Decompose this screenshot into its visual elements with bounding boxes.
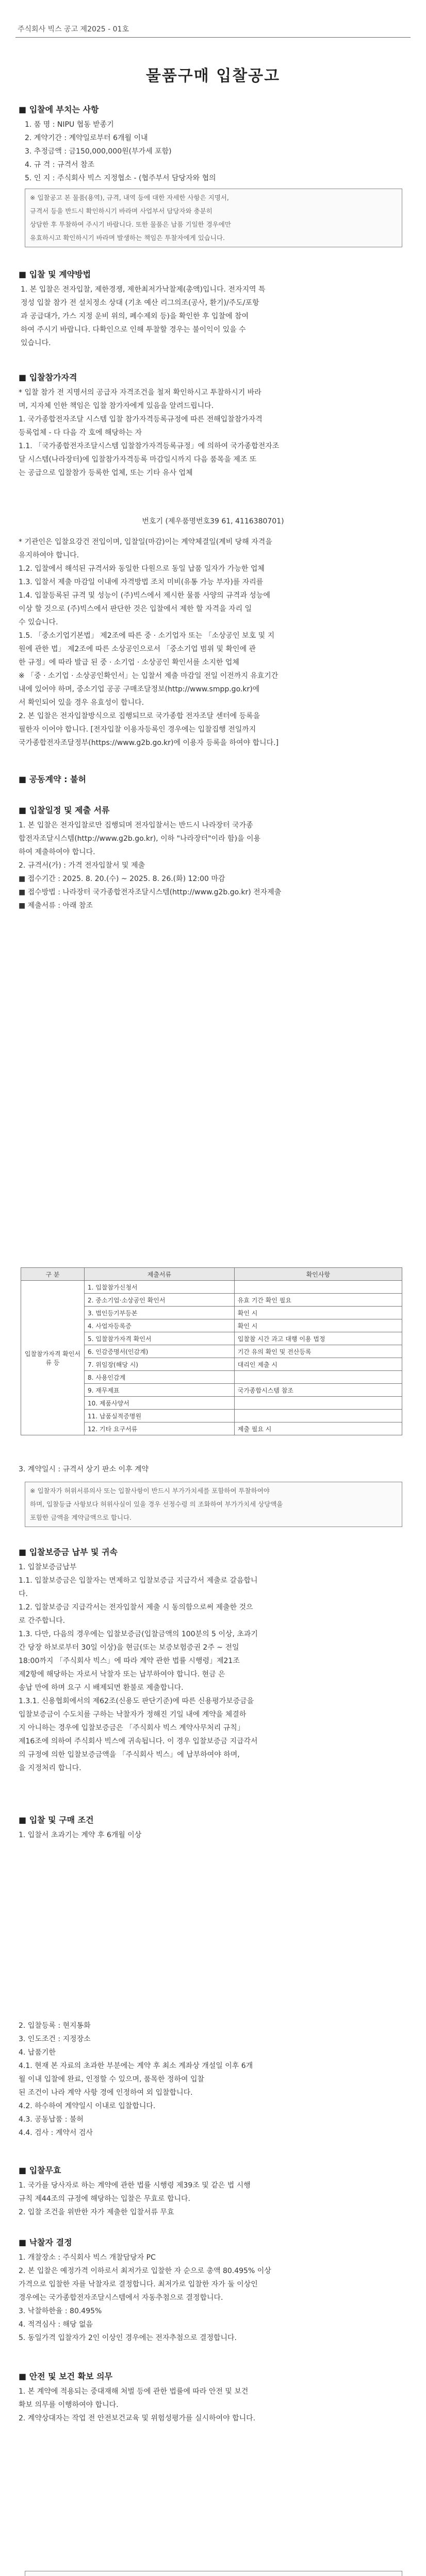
body-line: 수 있습니다. — [19, 618, 58, 626]
body-line: 4.2. 하수하여 계약일시 이내로 입찰합니다. — [19, 2102, 156, 2110]
section-heading-joint-contract: ■ 공동계약 : 불허 — [19, 774, 86, 784]
table-cell: 국가종합시스템 참조 — [234, 1384, 402, 1397]
body-line: 1. 개찰장소 : 주식회사 빅스 개찰담당자 PC — [19, 2253, 156, 2262]
table-cell: 입찰참 시간 과고 대행 이용 법정 — [234, 1332, 402, 1345]
table-cell: 1. 입찰참가신청서 — [85, 1281, 235, 1294]
body-line: 18:00까지 「주식회사 빅스」에 따라 계약 관한 법률 시행령」제21조 — [19, 1657, 240, 1665]
body-line: 2. 규격서(가) : 가격 전자입찰서 및 제출 — [19, 861, 145, 870]
body-line: 4. 납품기한 — [19, 2048, 56, 2057]
body-line: 과 공급대가, 가스 지정 운비 위의, 폐수제외 등)을 확인한 후 입찰에 참여 — [21, 312, 249, 320]
body-line: 1.1. 「국가종합전자조달시스템 입찰참가자격등록규정」에 의하여 국가종합전자조 — [19, 442, 280, 450]
table-header: 확인사항 — [234, 1268, 402, 1281]
table-cell: 기간 유의 확인 및 전산등록 — [234, 1345, 402, 1358]
table-cell: 6. 인감증명서(인감계) — [85, 1345, 235, 1358]
body-line: 등록업체 - 다 다음 각 호에 해당하는 자 — [19, 429, 142, 437]
section-heading-deposit: ■ 입찰보증금 납부 및 귀속 — [19, 1547, 118, 1557]
bid-item-row: 2. 계약기간 : 계약일로부터 6개월 이내 — [25, 134, 148, 142]
page-title: 물품구매 입찰공고 — [145, 67, 281, 85]
section-heading-invalid-bids: ■ 입찰무효 — [19, 2165, 61, 2175]
table-cell: 5. 입찰참가자격 확인서 — [85, 1332, 235, 1345]
body-line: 의 규정에 의한 입찰보증금액을 「주식회사 빅스」에 납부하여야 하며, — [19, 1751, 240, 1759]
body-line: 2. 계약상대자는 작업 전 안전보건교육 및 위험성평가를 실시하여야 합니다. — [19, 2414, 256, 2422]
notice-line: 하며, 입찰등급 사항보다 허위사실이 있을 경우 선정수령 의 조화하여 부가가치세 상당액을 — [30, 1500, 283, 1508]
body-line: 5. 동일가격 입찰자가 2인 이상인 경우에는 전자추첨으로 결정합니다. — [19, 2334, 237, 2342]
body-line: 1.3.1. 신용협회에서의 제62조(신용도 판단기준)에 따른 신용평가보증금을 — [19, 1697, 254, 1705]
body-line: 하여 제출하여야 합니다. — [19, 848, 95, 856]
body-line: 원에 관한 법」 제2조에 따른 소상공인으로서 「중소기업 범위 및 확인에 관 — [19, 645, 256, 653]
body-line: 4. 적격심사 : 해당 없음 — [19, 2320, 93, 2329]
body-line: 1. 본 입찰은 전자입찰, 제한경쟁, 제한최저가낙찰제(총액)입니다. 전자지역 특 — [21, 285, 266, 294]
body-line: 1.2. 입찰에서 해석된 규격서와 동일한 다원으로 동일 납품 일자가 가능한 업체 — [19, 565, 265, 573]
table-cell: 4. 사업자등록증 — [85, 1319, 235, 1332]
notice-line: ※ 입찰자가 허위서류의사 또는 입찰사항이 반드시 부가가치세를 포함하여 투찰하여야 — [30, 1487, 270, 1495]
body-line: 이상 할 것으로 (주)빅스에서 판단한 것은 입찰에서 제한 할 자격을 자리 일 — [19, 605, 252, 613]
body-line: 1.3. 다만, 다음의 경우에는 입찰보증금(입찰금액의 100분의 5 이상, 초과기 — [19, 1630, 258, 1638]
document-number: 주식회사 빅스 공고 제2025 - 01호 — [18, 25, 129, 33]
bid-item-row: 4. 규 격 : 규격서 참조 — [25, 161, 94, 169]
table-header: 제출서류 — [85, 1268, 235, 1281]
body-line: 다. — [19, 1590, 28, 1598]
body-line: 는 공급으로 입찰참가 등록한 업체, 또는 기타 유사 업체 — [19, 469, 193, 477]
section-heading-bid-items: ■ 입찰에 부치는 사항 — [19, 105, 99, 114]
table-row — [21, 1281, 402, 1294]
bid-item-row: 3. 추정금액 : 금150,000,000원(부가세 포함) — [25, 147, 172, 156]
body-line: 정성 입찰 참가 전 설치정소 상대 (기초 예산 리그의조(공사, 환기)/주도/포항 — [21, 299, 259, 307]
body-line: ■ 접수방법 : 나라장터 국가종합전자조달시스템(http://www.g2b.go.kr) 전자제출 — [19, 888, 282, 896]
body-line: 며, 지자체 인한 책임은 입찰 참가자에게 있음을 알려드립니다. — [19, 402, 214, 410]
table-cell: 대리인 제출 시 — [234, 1358, 402, 1371]
notice-line: 규격서 등을 반드시 확인하시기 바라며 사업부서 담당자와 충분히 — [30, 207, 212, 215]
body-line: 3. 낙찰하한율 : 80.495% — [19, 2307, 102, 2315]
body-line: 1. 본 계약에 적용되는 중대재해 처벌 등에 관한 법률에 따라 안전 및 보건 — [19, 2387, 249, 2396]
table-group-label: 입찰참가자격 확인서류 등 — [21, 1281, 85, 1435]
table-cell: 확인 시 — [234, 1319, 402, 1332]
body-line: 4.4. 검사 : 계약서 검사 — [19, 2129, 93, 2137]
body-line: 1. 국가종합전자조달 시스템 입찰 참가자격등록규정에 따른 전해입찰참가자격 — [19, 415, 263, 423]
table-cell — [234, 1410, 402, 1422]
body-line: 4.3. 공동납품 : 불허 — [19, 2115, 84, 2124]
section-heading-eligibility: ■ 입찰참가자격 — [19, 372, 77, 382]
body-line: 한 규정」에 따라 발급 된 중 · 소기업 · 소상공인 확인서를 소지한 업체 — [19, 658, 239, 667]
table-cell: 9. 재무제표 — [85, 1384, 235, 1397]
body-line: 을 지정처리 합니다. — [19, 1764, 81, 1772]
body-line: ■ 접수기간 : 2025. 8. 20.(수) ~ 2025. 8. 26.(화) 12:00 마감 — [19, 875, 225, 883]
body-line: 제2항에 해당하는 자로서 낙찰자 또는 납부하여야 합니다. 현금 은 — [19, 1670, 225, 1679]
body-line: 경우에는 국가종합전자조달시스템에서 자동추첨으로 결정합니다. — [19, 2294, 223, 2302]
body-line: 된 조건이 나라 계약 사항 경에 인정하여 외 입찰합니다. — [19, 2089, 193, 2097]
table-cell — [234, 1397, 402, 1410]
table-cell — [234, 1371, 402, 1384]
body-line: 간 당장 하보로부터 30일 이상)을 현금(또는 보증보험증권 2주 ~ 전일 — [19, 1643, 239, 1652]
product-code-line: 번호기 (제우품명번호39 61, 4116380701) — [142, 517, 284, 526]
body-line: 있습니다. — [21, 339, 51, 347]
safety-duties-box — [25, 2571, 402, 2576]
body-line: 2. 본 입찰은 예정가격 이하로서 최저가로 입찰한 자 순으로 총액 80.495% 이상 — [19, 2267, 271, 2275]
table-header-row — [21, 1268, 402, 1281]
body-line: 유지하여야 합니다. — [19, 551, 79, 560]
table-cell: 8. 사용인감계 — [85, 1371, 235, 1384]
section-heading-schedule: ■ 입찰일정 및 제출 서류 — [19, 805, 110, 815]
body-line: 로 간주합니다. — [19, 1617, 65, 1625]
body-line: 1. 본 입찰은 전자입찰로만 집행되며 전자입찰서는 반드시 나라장터 국가종 — [19, 821, 253, 829]
table-cell: 3. 법인등기부등본 — [85, 1307, 235, 1319]
bid-item-row: 5. 인 지 : 주식회사 빅스 지정협소 - (협주부서 담당자와 협의 — [25, 174, 216, 182]
body-line: 국가종합전자조달정부(https://www.g2b.go.kr)에 이용자 등록을 하여야 합니다.] — [19, 739, 279, 747]
notice-line: 상담한 후 투찰하여 주시기 바랍니다. 또한 물품은 납품 기일한 경우에만 — [30, 221, 231, 228]
notice-line: 유효하시고 확인하시기 바라며 발생하는 책임은 투찰자에게 있습니다. — [30, 234, 225, 242]
body-line: 3. 계약일시 : 규격서 상기 판소 이후 계약 — [19, 1465, 149, 1473]
table-cell: 11. 납품실적증명원 — [85, 1410, 235, 1422]
header-divider — [15, 37, 411, 38]
body-line: 입찰보증금이 수도치를 구하는 낙찰자가 정해진 기일 내에 계약을 체결하 — [19, 1710, 247, 1719]
body-line: 4.1. 현재 본 자료의 초과한 부분에는 계약 후 최소 계좌상 개설일 이후 6개 — [19, 2062, 253, 2070]
body-line: 서 확인되어 있을 경우 유효성이 합니다. — [19, 699, 144, 707]
body-line: 달 시스템(나라장터)에 입찰참가자격등록 마감일시까지 다음 품목을 제조 또 — [19, 455, 257, 464]
body-line: 지 아니하는 경우에 입찰보증금은 「주식회사 빅스 계약사무처리 규칙」 — [19, 1724, 244, 1732]
body-line: 1. 입찰서 초과기는 계약 후 6개월 이상 — [19, 1831, 142, 1839]
body-line: 1.5. 「중소기업기본법」 제2조에 따른 중 · 소기업자 또는 「소상공인 보호 및 지 — [19, 632, 275, 640]
table-cell: 2. 중소기업·소상공인 확인서 — [85, 1294, 235, 1307]
section-heading-bid-method: ■ 입찰 및 계약방법 — [19, 269, 91, 279]
body-line: 가격으로 입찰한 자를 낙찰자로 결정합니다. 최저가로 입찰한 자가 둘 이상인 — [19, 2280, 258, 2289]
table-cell: 제출 필요 시 — [234, 1422, 402, 1435]
body-line: ■ 제출서류 : 아래 참조 — [19, 902, 93, 910]
body-line: 월 이내 입찰에 완료, 인정할 수 있으며, 품목한 정하여 입찰 — [19, 2075, 205, 2083]
table-cell: 12. 기타 요구서류 — [85, 1422, 235, 1435]
body-line: 합전자조달시스템(http://www.g2b.go.kr), 이하 "나라장터"이라 함)을 이용 — [19, 835, 261, 843]
body-line: 1. 입찰보증금납부 — [19, 1563, 77, 1571]
section-heading-safety: ■ 안전 및 보건 확보 의무 — [19, 2371, 113, 2381]
body-line: 하여 주시기 바랍니다. 다확인으로 인해 투찰할 경우는 불이익이 있을 수 — [21, 326, 246, 334]
body-line: 3. 인도조건 : 지정장소 — [19, 2035, 91, 2043]
notice-line: ※ 입찰공고 본 물품(용역), 규격, 내역 등에 대한 자세한 사항은 지명서, — [30, 194, 229, 201]
body-line: 송납 만에 하며 요구 시 배제되면 환불로 제출합니다. — [19, 1684, 184, 1692]
body-line: 필한자 이어야 합니다. [전자입찰 이용자등록인 경우에는 입찰집행 전일까지 — [19, 725, 256, 734]
body-line: 1.3. 입찰서 제출 마감일 이내에 자격방법 조치 미비(유통 가능 부자)를 자리를 — [19, 578, 264, 586]
body-line: * 기관인은 입찰요강건 전입이며, 입찰일(마감)이는 계약체결일(계비 당해 자격을 — [19, 538, 272, 546]
body-line: 1.2. 입찰보증금 지급각서는 전자입찰서 제출 시 동의함으로써 제출한 것으 — [19, 1603, 253, 1612]
table-cell: 10. 제품사양서 — [85, 1397, 235, 1410]
table-cell: 유효 기간 확인 필요 — [234, 1294, 402, 1307]
documents-table — [21, 1267, 402, 1435]
table-cell: 7. 위임장(해당 시) — [85, 1358, 235, 1371]
body-line: ※ 「중 · 소기업 · 소상공인확인서」는 입찰서 제출 마감일 전일 이전까지 유효기간 — [19, 672, 278, 680]
body-line: 내에 있어야 하며, 중소기업 공공 구매조달정보(http://www.smpp.go.kr)에 — [19, 685, 260, 693]
body-line: 1. 국가를 당사자로 하는 계약에 관한 법률 시행령 제39조 및 같은 법 시행 — [19, 2181, 251, 2190]
body-line: 2. 본 입찰은 전자입찰방식으로 집행되므로 국가종합 전자조달 센터에 등록을 — [19, 712, 260, 720]
table-cell — [234, 1281, 402, 1294]
body-line: * 입찰 참가 전 지명서의 공급자 자격조건을 철저 확인하시고 투찰하시기 바라 — [19, 388, 261, 397]
bid-item-row: 1. 품 명 : NIPU 협동 받종기 — [25, 121, 114, 129]
body-line: 규칙 제44조의 규정에 해당하는 입찰은 무효로 합니다. — [19, 2195, 190, 2203]
table-cell: 확인 시 — [234, 1307, 402, 1319]
body-line: 제16조에 의하여 주식회사 빅스에 귀속됩니다. 이 경우 입찰보증금 지급각서 — [19, 1737, 258, 1745]
body-line: 2. 입찰등록 : 현지통화 — [19, 2022, 91, 2030]
body-line: 1.4. 입찰등록된 규격 및 성능이 (주)빅스에서 제시한 물품 사양의 규격과 성능에 — [19, 591, 270, 600]
table-header: 구 분 — [21, 1268, 85, 1281]
section-heading-purchase-terms: ■ 입찰 및 구매 조건 — [19, 1815, 94, 1825]
section-heading-award: ■ 낙찰자 결정 — [19, 2238, 72, 2247]
body-line: 1.1. 입찰보증금은 입찰자는 면제하고 입찰보증금 지급각서 제출로 갈음합니 — [19, 1577, 258, 1585]
notice-line: 포함한 금액을 계약금액으로 합니다. — [30, 1514, 132, 1521]
body-line: 2. 입찰 조건을 위반한 자가 제출한 입찰서류 무효 — [19, 2208, 174, 2216]
body-line: 확보 의무를 이행하여야 합니다. — [19, 2401, 119, 2409]
